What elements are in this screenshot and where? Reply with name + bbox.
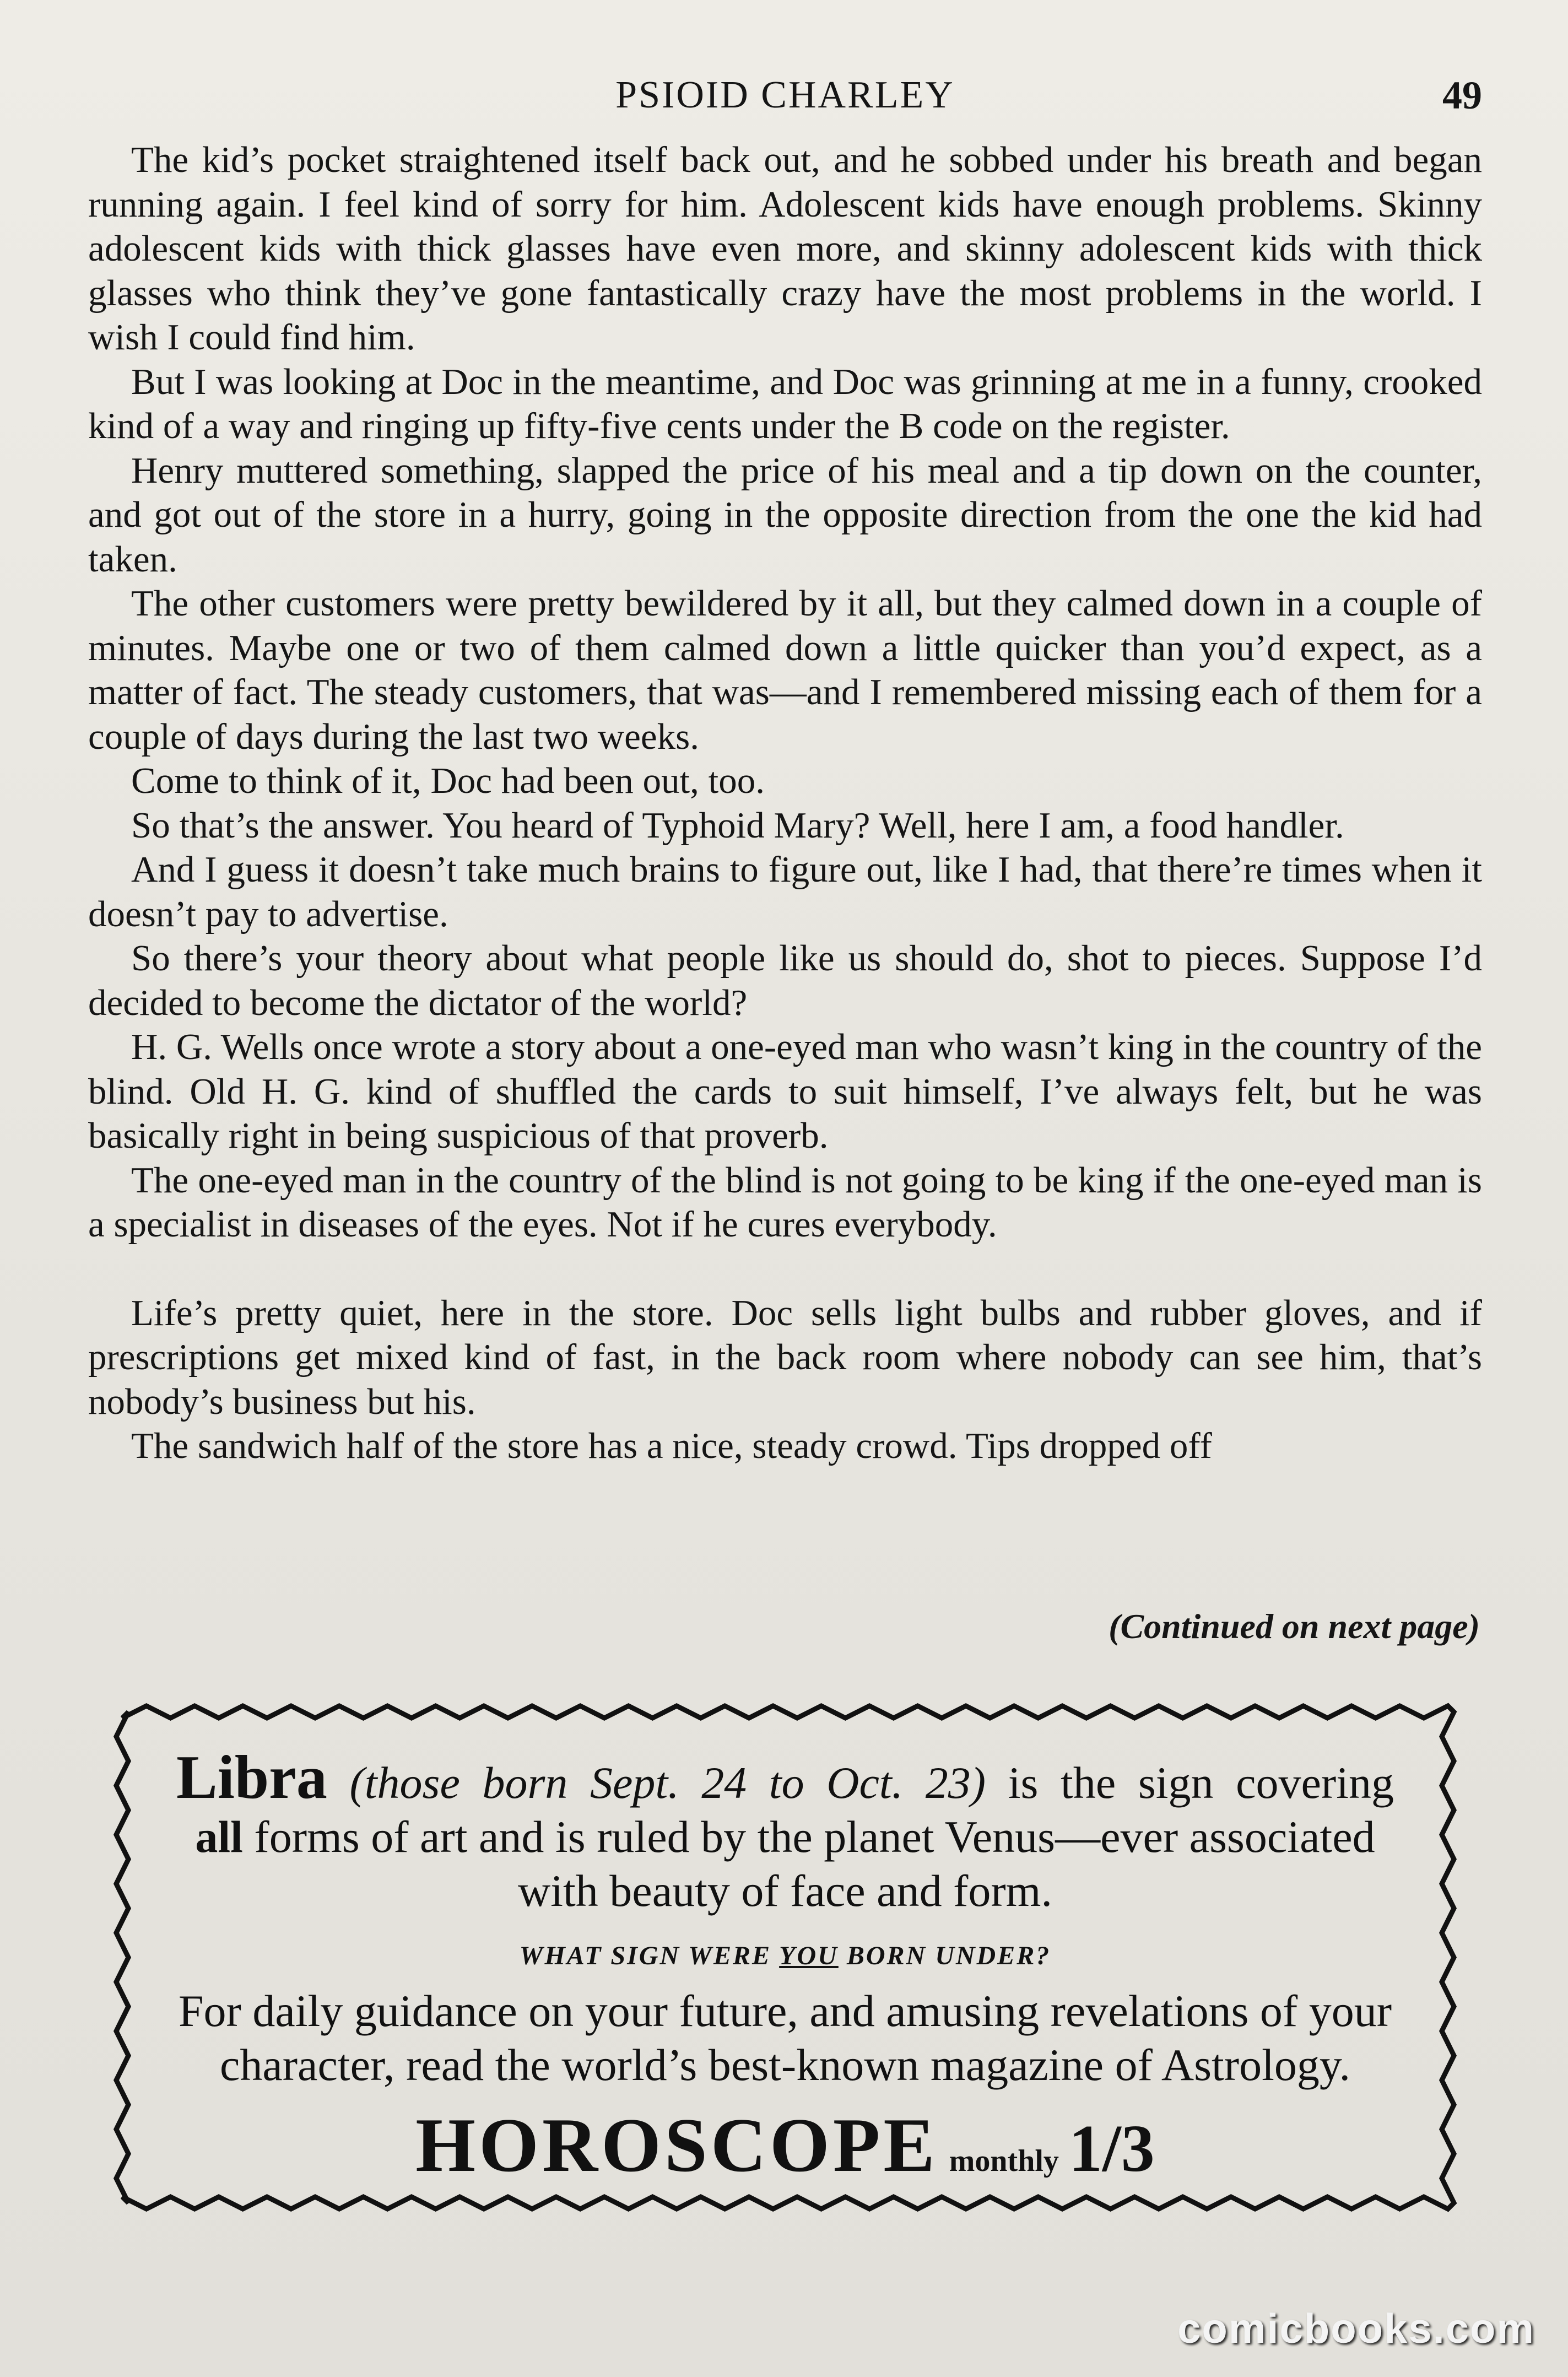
running-title: PSIOID CHARLEY (615, 74, 955, 116)
ad-description (176, 1810, 1394, 1918)
paragraph: Henry muttered something, slapped the price of his meal and a tip down on the counter, and got out of the store in a hurry, going in the opposite direction from the one the kid had taken. (88, 450, 1482, 580)
ad-price: 1/3 (1068, 2111, 1155, 2186)
paragraph: The other customers were pretty bewildered by it all, but they calmed down in a couple of minutes. Maybe one or two of them calmed down a little quicker than you’d expect, as a matter of fact. The steady customers, that was—and I remembered missing each of them for a couple of days during the last two weeks. (88, 583, 1482, 757)
paragraph: Life’s pretty quiet, here in the store. Doc sells light bulbs and rubber gloves, and if prescriptions get mixed kind of fast, in the back room where nobody can see him, that’s nobody’s business but his. (88, 1292, 1482, 1422)
ad-content (176, 1743, 1394, 2210)
paragraph: Come to think of it, Doc had been out, too. (131, 760, 765, 801)
ad-line2-rest: forms of art and is ruled by the planet Venus—ever associated with beauty of face and form. (254, 1812, 1375, 1916)
continued-note: (Continued on next page) (1109, 1607, 1480, 1646)
paragraph: The sandwich half of the store has a nice, steady crowd. Tips dropped off (131, 1425, 1212, 1466)
ad-headline (176, 1743, 1394, 1812)
ad-line1-rest: is the sign covering (1008, 1758, 1394, 1808)
ad-dates: (those born Sept. 24 to Oct. 23) (349, 1758, 986, 1808)
ad-question-before: WHAT SIGN WERE (519, 1941, 780, 1970)
paragraph: H. G. Wells once wrote a story about a one-eyed man who wasn’t king in the country of the blind. Old H. G. kind of shuffled the cards to suit himself, I’ve always felt, but he was basically right in being suspicious of that proverb. (88, 1027, 1482, 1156)
paragraph: And I guess it doesn’t take much brains to figure out, like I had, that there’re times when it doesn’t pay to advertise. (88, 849, 1482, 934)
ad-brand-line (176, 2104, 1394, 2210)
ad-all-word: all (195, 1812, 243, 1862)
ad-brand: HOROSCOPE (415, 2103, 938, 2188)
page-number: 49 (1442, 73, 1482, 117)
paragraph: The one-eyed man in the country of the blind is not going to be king if the one-eyed man is a specialist in diseases of the eyes. Not if he cures everybody. (88, 1159, 1482, 1245)
ad-body: For daily guidance on your future, and amusing revelations of your character, read the world’s best-known magazine of Astrology. (178, 1986, 1392, 2090)
paragraph: So there’s your theory about what people like us should do, shot to pieces. Suppose I’d decided to become the dictator of the world? (88, 938, 1482, 1023)
page-header (88, 71, 1482, 120)
paragraph: So that’s the answer. You heard of Typhoid Mary? Well, here I am, a food handler. (131, 804, 1344, 846)
paragraph: The kid’s pocket straightened itself back out, and he sobbed under his breath and began running again. I feel kind of sorry for him. Adolescent kids have enough problems. Skinny adolescent kids with thick glasses have even more, and skinny adolescent kids with thick glasses who think they’ve gone fantastically crazy have the most problems in the world. I wish I could find him. (88, 139, 1482, 358)
horoscope-advertisement (110, 1700, 1460, 2215)
story-text (88, 138, 1482, 1468)
ad-question (176, 1937, 1394, 1975)
ad-question-after: BORN UNDER? (838, 1941, 1051, 1970)
ad-monthly: monthly (949, 2144, 1059, 2178)
ad-libra: Libra (176, 1743, 327, 1812)
paragraph: But I was looking at Doc in the meantime, and Doc was grinning at me in a funny, crooked kind of a way and ringing up fifty-five cents under the B code on the register. (88, 361, 1482, 446)
ad-question-you: YOU (779, 1941, 839, 1970)
watermark-logo: comicbooks.com (1177, 2305, 1535, 2352)
